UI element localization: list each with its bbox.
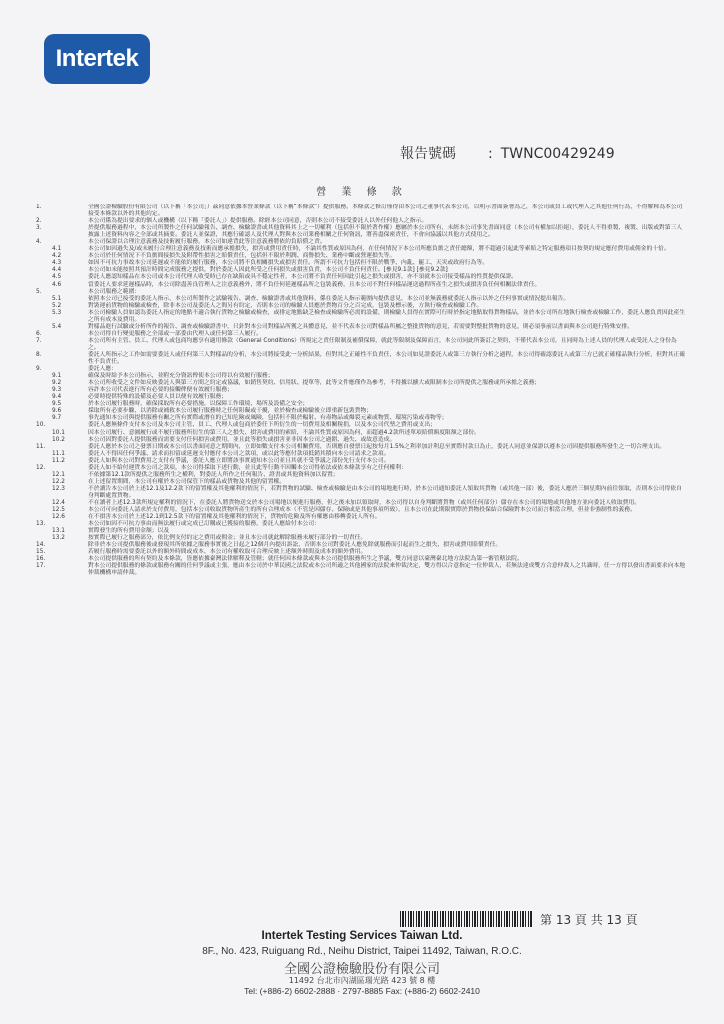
clause-item xyxy=(36,472,686,479)
clause-item xyxy=(36,451,686,458)
clause-text: 對裝運前貨物的檢驗或檢查，除非本公司及委託人之間另有約定，否則本公司的檢驗人員應於貨物百分之百完成，包裝及標示後，方執行檢查或檢驗工作。 xyxy=(88,302,483,309)
clause-number: 17. xyxy=(36,563,46,570)
clause-item xyxy=(36,437,686,444)
clause-text: 委託人應： xyxy=(88,366,117,373)
clause-number: 4.1 xyxy=(52,246,62,253)
clause-text: 全國公證檢驗股份有限公司（以下稱「本公司」）茲同意依據本營業條款（以下稱“本條款”）提供服務，本條款之修訂僅得由本公司之董事代表本公司，以明示書面簽署為之，本公司或員工或代理人之其他任何行為，不得解釋為本公司接受本條款以外的其他約定。 xyxy=(88,204,683,218)
clause-item xyxy=(36,465,686,472)
clause-text: 委託人應無條件支付本公司及本公司主管、員工、代理人或包商於委任下所衍生的一切費用及相關稅捐，以及本公司代墊之費用或支出； xyxy=(88,422,436,429)
clause-text: 於提供服務過程中，本公司所製作之任何試驗報告、調查、檢驗證書或其他資料其上之一切權利（包括但不限於著作權）應屬於本公司所有，未經本公司事先書面同意（本公司有權加以拒絕），委託人不得重製、複製、出版或對第三人披露上述資料內容之全部或其摘要。委託人並保證，其應行確認人及代理人對與本公司業務相關之任何資訊，將善盡保密責任，不會向協議以其他方式使用之。 xyxy=(88,225,683,239)
clause-text: 若履行服務時需要委託以外的額外時間或成本，本公司有權收取可合理反映上述額外時間及成本的額外費用。 xyxy=(88,549,367,556)
clause-text: 不於讀告本公司於上述12.1及12.2款下的留置權及其他權利的情況下，若對貨物的試驗、檢查或檢驗是由本公司的場地進行時，於本公司通知委託人領取其貨物（或其他一部）後，委託人應於三個星期內前往領取，否則本公司得依自身判斷處置貨物。 xyxy=(88,485,682,499)
clause-number: 4.2 xyxy=(52,253,62,260)
clause-number: 5.1 xyxy=(52,295,62,302)
clause-text: 本公司得自行變更服務之全部或一部委由代理人或任何第三人履行。 xyxy=(88,330,262,337)
clause-number: 9.6 xyxy=(52,408,62,415)
clause-item xyxy=(36,324,686,331)
clause-number: 16. xyxy=(36,556,46,563)
clause-item xyxy=(36,430,686,437)
clause-text: 對本公司提供服務的條款或服務有關的任何爭議或主張，應由本公司於中華民國之法院或本公司所適之其他國家的法院來仲裁決定，雙方得以合意指定一位仲裁人，若無法達成雙方合意仲裁人之共識時，任一方得以發出書面要求向本地仲裁機構申請仲裁。 xyxy=(88,563,686,577)
clause-number: 5. xyxy=(36,288,42,295)
clause-number: 13. xyxy=(36,521,46,528)
clause-text: 必要時提供特殊的設備及必要人員以便有效履行服務； xyxy=(88,394,228,401)
clause-number: 13.2 xyxy=(52,535,65,542)
clause-text: 本公司提供服務的所有契約及本條款，皆應依據臺灣法律解釋及管轄；就任何因本條款或與本公司提供服務所生之爭議，雙方同意以臺灣臺北地方法院為第一審管轄法院。 xyxy=(88,556,523,563)
intertek-logo xyxy=(44,34,150,84)
clause-text: 委託人如與本公司對費用之支付有爭議，委託人應立即將該事實通知本公司並且其就不受爭議之部份先行支付本公司。 xyxy=(88,457,390,464)
report-number xyxy=(400,143,615,163)
clause-item xyxy=(36,352,686,366)
clause-text: 本公司可向委託人請求於支付費用，包括本公司收取貨物所產生的所有合理成本（不管是因儲存、保險或是其他事項所致），且本公司在此期限實際於貨物投保結合保險對本公司而言相當合理，但並非強制性的義務。 xyxy=(88,507,636,514)
clause-number: 9.1 xyxy=(52,373,62,380)
clause-text: 委託人所指示之工作如需要委託人或任何第三人對樣品的分析，本公司將接受此一分析結果，但對其之正確性不負責任，本公司如見證委託人或第三方執行分析之過程，本公司得確認委託人或第三方已就正確樣品執行分析，但對其正確性不負責任。 xyxy=(88,351,686,366)
clause-text: 委託人不得因任何爭議、請求而扣留或延遲支付應付本公司之款項，或以此等應付款項抵銷其積向本公司請求之款項。 xyxy=(88,450,390,457)
clause-text: 事先通知本公司與提供服務有關之所有實際或潛在的已知危險或風險，包括但不限於輻射、有毒物品或爆裂元素或物質、環境污染或毒物等； xyxy=(88,415,448,422)
clause-number: 9.7 xyxy=(52,415,62,422)
clause-item xyxy=(36,225,686,239)
clause-number: 10.1 xyxy=(52,429,65,436)
clause-text: 對樣品進行試驗或分析所作的報告、調查或檢驗證書中，只針對本公司對樣品所獲之具體意見，並不代表本公司對樣品所屬之整批貨物的意見，若需要對整批貨物的意見，則必須事前以書面與本公司進行特殊安排。 xyxy=(88,323,633,330)
clause-number: 7. xyxy=(36,337,42,344)
clause-text: 如因不可抗力事故本公司延遲或不能依約履行服務，本公司將不負相關損失或損害責任。所謂不可抗力包括但不限於戰爭、內亂、罷工、天災或政府行為等。 xyxy=(88,260,488,267)
clause-text: 在不損害本公司於上述12.1到12.5款下的留置權及其他權利的情況下，貨物的危險及所有權應由移轉委託人所有。 xyxy=(88,514,381,521)
clause-number: 12.2 xyxy=(52,478,65,485)
clause-text: 委託人應於本公司之發票日期或本公司以書面同意之期間內，立即如數支付本公司相關費用，否則應自發票日起按每月1.5%之利率加計利息至實際付款日為止，委託人同意並保證以遵本公司因提供服務所發生之一切合理支出。 xyxy=(88,443,666,450)
clause-text: 因本公司履行、意圖履行或不履行服務所衍生的第三人之損失、損害或費用的索賠，不論其性質或原因為何，而超過4.2款所述單項賠償額度限額之部份。 xyxy=(88,429,480,436)
clause-number: 12.1 xyxy=(52,471,65,478)
clause-item xyxy=(36,563,686,577)
clause-item xyxy=(36,331,686,338)
clause-text: 在上述留置期間，本公司有權於本公司保管下的樣品或貨物及其他的留置權。 xyxy=(88,478,286,485)
clause-number: 9.4 xyxy=(52,394,62,401)
clause-text: 本公司服務之範圍： xyxy=(88,288,141,295)
clause-text: 本公司所有主管、員工、代理人或包商均應享有適用條款（General Conditions）所規定之責任限制及補償保障，就此等限制及保障而言，本公司同此所簽訂之契約，不僅代表本公司，且同時為上述人員的代理人或受託人之身份為之。 xyxy=(88,337,677,351)
clause-text: 按實際已履行之服務部分，依比例支付約定之費用或佣金；並且本公司就此解除服務未履行部分的一切責任。 xyxy=(88,535,367,542)
clause-item xyxy=(36,310,686,324)
clause-item xyxy=(36,486,686,500)
report-number-value: TWNC00429249 xyxy=(500,146,615,162)
clause-number: 12.4 xyxy=(52,499,65,506)
clause-number: 4.3 xyxy=(52,260,62,267)
clause-text: 本公司如因不可抗力事由而無法履行或完成已訂購或已獲接的服務，委託人應給付本公司： xyxy=(88,521,320,528)
clause-item xyxy=(36,507,686,514)
clause-number: 6. xyxy=(36,330,42,337)
clause-text: 本公司保證以合理注意義務及技術履行服務，本公司如違背此等注意義務將依約負賠償之責。 xyxy=(88,239,326,246)
footer-company-name-chinese: 全國公證檢驗股份有限公司 xyxy=(283,962,440,977)
clause-item xyxy=(36,479,686,486)
clause-text: 本公司於任何情況下不負擔間接損失及附帶性損害之賠償責任，包括但不限於利潤、商譽損失、業務中斷或營運損失等。 xyxy=(88,253,396,260)
clause-number: 11. xyxy=(36,443,46,450)
clause-number: 1. xyxy=(36,204,42,210)
clause-text: 實際發生的所有費用金額；以及 xyxy=(88,528,170,535)
clause-number: 5.2 xyxy=(52,302,62,309)
clause-text: 本公司係為提出要求的個人或機構（以下稱「委託人」）提供服務。除經本公司同意，否則本公司不接受委託人以外任何他人之指示。 xyxy=(88,218,428,225)
document-title: 營 業 條 款 xyxy=(316,187,408,198)
footer-company-name: Intertek Testing Services Taiwan Ltd. xyxy=(261,930,463,942)
clause-number: 9.5 xyxy=(52,401,62,408)
clause-item xyxy=(36,289,686,296)
clause-text: 不在讀者上述12.3款所規定權利的情況下，在委託人將貨物送交於本公司場地以便進行服務，但之後未加以領取時，本公司得以自身判斷將貨物（或其任何部分）儲存在本公司的場地或其他地方並向委託人收取費用。 xyxy=(88,499,641,506)
report-number-colon: : xyxy=(488,146,493,162)
clause-number: 8. xyxy=(36,351,42,358)
logo-text: Intertek xyxy=(55,45,139,72)
terms-clauses xyxy=(36,204,686,848)
clause-number: 12.3 xyxy=(52,485,65,492)
clause-text: 當委託人要求延遲樣品時，本公司除盡善良管理人之注意義務外，將不負任何延遲樣品所之包裝義務，且本公司不對任何樣品運送過程所產生之損失或損害負任何相關法律責任。 xyxy=(88,281,541,288)
clause-text: 委託人應認知樣品在本公司或本公司代理人收受時已存在缺陷或具不穩定性者，本公司將不負責任何因此引起之損失或損害，亦不須就本公司接受樣品的性質提供保證。 xyxy=(88,274,517,281)
clause-number: 5.4 xyxy=(52,323,62,330)
footer-contact: Tel: (+886-2) 6602-2888 · 2797-8885 Fax: (+886-2) 6602-2410 xyxy=(244,986,480,996)
clause-number: 2. xyxy=(36,218,42,225)
clause-number: 4.5 xyxy=(52,274,62,281)
clause-text: 本公司所收受之文件如反映委託人與第三方間之約定或協議，如銷售契約、信用狀、提單等，此等文件應僅作為參考，不得據以擴大或限制本公司所提供之服務或所承擔之義務； xyxy=(88,380,541,387)
clause-item xyxy=(36,444,686,451)
clause-number: 9.2 xyxy=(52,380,62,387)
clause-text: 於本公司履行服務時，確保採取所有必要措施，以保障工作環境、場所及設備之安全； xyxy=(88,401,309,408)
clause-number: 9.3 xyxy=(52,387,62,394)
clause-item xyxy=(36,296,686,303)
page-number: 第 13 頁 共 13 頁 xyxy=(540,913,638,927)
clause-number: 11.2 xyxy=(52,457,65,464)
clause-text: 依照本公司已接受的委託人指示，本公司所製作之試驗報告、調查、檢驗證書或其他資料，係在委託人指示範圍內提供意見，本公司並無義務就委託人指示以外之任何事實或情況提出報告。 xyxy=(88,295,570,302)
clause-text: 不依據第12.1款所提供之服務所生之權利，對委託人所作之任何報告、證書或其他資料加以留置； xyxy=(88,471,339,478)
clause-number: 5.3 xyxy=(52,309,62,316)
report-number-label: 報告號碼 xyxy=(400,146,456,162)
clause-number: 15. xyxy=(36,549,46,556)
clause-number: 9. xyxy=(36,366,42,373)
clause-number: 3. xyxy=(36,225,42,232)
clause-text: 本公司因對委託人提供服務而需要支付任何損害或費用，並且此等損失或損害並非因本公司之過錯、過失、或故意造成。 xyxy=(88,436,396,443)
clause-item xyxy=(36,204,686,218)
clause-number: 10. xyxy=(36,422,46,429)
clause-item xyxy=(36,500,686,507)
clause-number: 12. xyxy=(36,464,46,471)
clause-item xyxy=(36,422,686,429)
clause-item xyxy=(36,303,686,310)
clause-number: 11.1 xyxy=(52,450,65,457)
footer-address-chinese: 11492 台北市內湖區瑞光路 423 號 8 樓 xyxy=(288,976,436,985)
clause-number: 12.5 xyxy=(52,507,65,514)
clause-number: 4.4 xyxy=(52,267,62,274)
clause-text: 確保及時給予本公司指示，並附充分資訊俾使本公司得以有效履行服務； xyxy=(88,373,274,380)
clause-number: 13.1 xyxy=(52,528,65,535)
clause-number: 4. xyxy=(36,239,42,246)
clause-number: 14. xyxy=(36,542,46,549)
clause-text: 本公司檢驗人員如認為委託人指定的地點不適合執行貨物之檢驗或檢查，或排定地點缺乏檢查或檢驗所必需的設備，則檢驗人員得在實際可行時於指定地點取得貨物樣品，並於本公司所在地執行檢查或檢驗工作，委託人應負責因此產生之所有成本及費用。 xyxy=(88,309,686,323)
clause-item xyxy=(36,274,686,281)
clause-text: 容許本公司代表進行所有必要的接觸俾便有效履行服務； xyxy=(88,387,233,394)
clause-item xyxy=(36,338,686,352)
clause-item xyxy=(36,282,686,289)
clause-text: 委託人如不給付運貨本公司之款項，本公司得採取下述行動，並且此等行動不因觸本公司得依法或依本條款享有之任何權利： xyxy=(88,464,407,471)
clause-text: 本公司如未能按照其預計時間完成服務之提供，對於委託人因此所受之任何損失或損害負責，本公司不負任何責任。[參見9.1款] [參見9.2款] xyxy=(88,267,448,274)
barcode xyxy=(400,911,532,927)
clause-number: 4.6 xyxy=(52,281,62,288)
clause-number: 10.2 xyxy=(52,436,65,443)
clause-item xyxy=(36,458,686,465)
footer-address: 8F., No. 423, Ruiguang Rd., Neihu District, Taipei 11492, Taiwan, R.O.C. xyxy=(202,946,522,957)
clause-text: 本公司如因過失及/或未履行合理注意義務及技術而應承擔損失，損害或費用責任時，不論其性質或原因為何，在任何情況下本公司所應負擔之責任總額，將不超過引起此等索賠之特定服務項目按契約規定應付費用或佣金的十倍。 xyxy=(88,246,670,253)
clause-number: 12.6 xyxy=(52,514,65,521)
clause-text: 採取所有必要步驟，以消除或補救本公司履行服務時之任何阻礙或干擾，並於檢查或檢驗後立即重新包裝貨物； xyxy=(88,408,373,415)
clause-text: 除非於本公司提供服務後或發現其所依據之服務事實後之日起之12個月內提出訴訟，否則本公司對委託人應免除就服務而引起而生之損失、損害或費用賠償責任。 xyxy=(88,542,502,549)
